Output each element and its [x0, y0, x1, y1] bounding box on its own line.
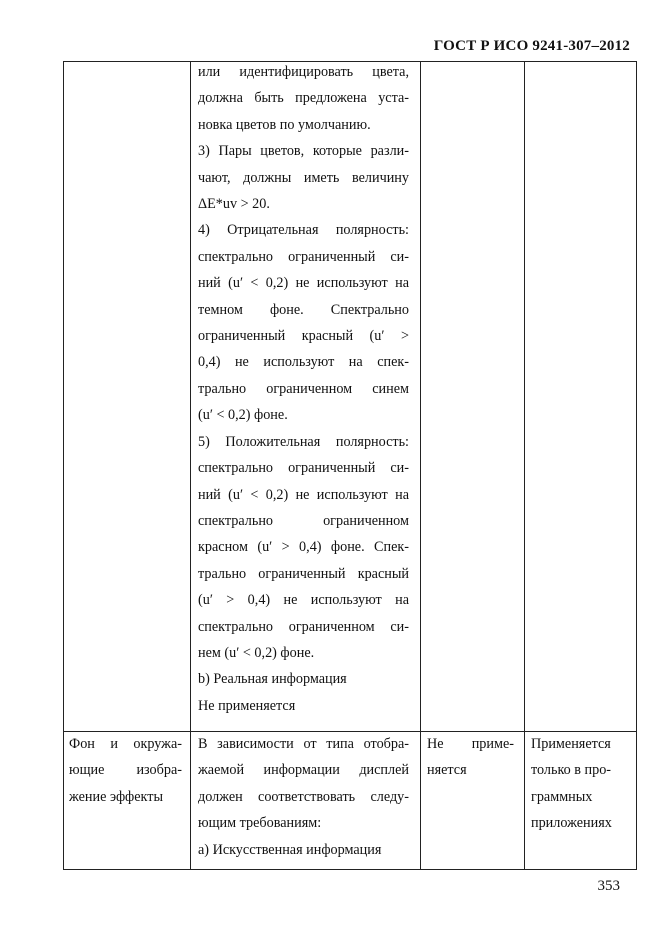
- text-line: ограниченный красный (u′ >: [198, 328, 409, 345]
- text-line: спектрально ограниченном: [198, 512, 409, 529]
- column-divider-2: [420, 61, 421, 870]
- text-line: Фон и окружа-: [69, 736, 182, 752]
- table-bottom-border: [63, 869, 637, 870]
- text-line: красном (u′ > 0,4) фоне. Спек-: [198, 539, 409, 556]
- text-line: нем (u′ < 0,2) фоне.: [198, 644, 315, 661]
- row1-requirements-cell: [198, 59, 409, 719]
- text-line: (u′ < 0,2) фоне.: [198, 407, 288, 424]
- text-line: или идентифицировать цвета,: [198, 64, 409, 80]
- text-line: приложениях: [531, 815, 612, 832]
- text-line: трально ограниченный красный: [198, 565, 409, 582]
- text-line: няется: [427, 762, 467, 779]
- text-line: ющим требованиям:: [198, 815, 322, 832]
- text-line: спектрально ограниченный си-: [198, 248, 409, 265]
- text-line: 0,4) не используют на спек-: [198, 354, 409, 371]
- table-left-border: [63, 61, 64, 870]
- text-line: жаемой информации дисплей: [198, 762, 409, 779]
- text-line: 3) Пары цветов, которые разли-: [198, 143, 409, 160]
- text-line: ний (u′ < 0,2) не используют на: [198, 486, 409, 503]
- text-line: спектрально ограниченном си-: [198, 618, 409, 635]
- text-line: темном фоне. Спектрально: [198, 301, 409, 318]
- text-line: чают, должны иметь величину: [198, 169, 409, 186]
- text-line: b) Реальная информация: [198, 671, 347, 688]
- text-line: Применяется: [531, 736, 611, 752]
- text-line: граммных: [531, 788, 593, 805]
- column-divider-1: [190, 61, 191, 870]
- text-line: только в про-: [531, 762, 612, 779]
- text-line: спектрально ограниченный си-: [198, 460, 409, 477]
- text-line: ΔE*uv > 20.: [198, 196, 270, 213]
- text-line: (u′ > 0,4) не используют на: [198, 592, 409, 609]
- text-line: В зависимости от типа отобра-: [198, 736, 409, 752]
- row2-requirements-cell: [198, 731, 409, 863]
- text-line: a) Искусственная информация: [198, 841, 382, 858]
- text-line: Не приме-: [427, 736, 514, 752]
- row2-application-cell: [531, 731, 631, 837]
- text-line: Не применяется: [198, 697, 296, 714]
- document-header: ГОСТ Р ИСО 9241-307–2012: [433, 38, 630, 54]
- text-line: новка цветов по умолчанию.: [198, 116, 371, 133]
- page-number: 353: [597, 878, 620, 894]
- text-line: должна быть предложена уста-: [198, 90, 409, 107]
- text-line: 5) Положительная полярность:: [198, 433, 409, 450]
- row2-aspect-cell: [69, 731, 182, 810]
- text-line: должен соответствовать следу-: [198, 788, 409, 805]
- text-line: ющие изобра-: [69, 762, 182, 779]
- column-divider-3: [524, 61, 525, 870]
- row2-applicability-cell: [427, 731, 514, 784]
- table-right-border: [636, 61, 637, 870]
- text-line: 4) Отрицательная полярность:: [198, 222, 409, 239]
- text-line: трально ограниченном синем: [198, 380, 409, 397]
- text-line: жение эффекты: [69, 788, 163, 805]
- text-line: ний (u′ < 0,2) не используют на: [198, 275, 409, 292]
